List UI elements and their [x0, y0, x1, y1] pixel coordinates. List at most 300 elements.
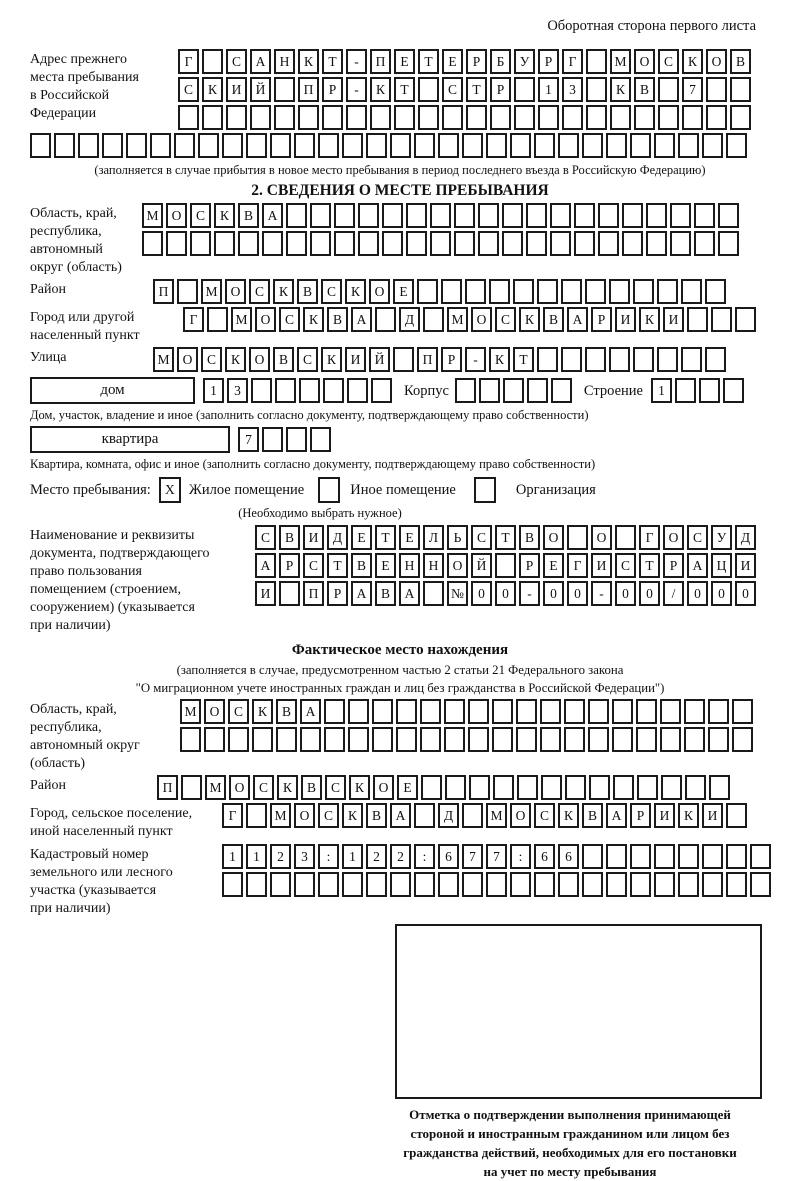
char-box: Г	[562, 49, 583, 74]
char-box	[657, 279, 678, 304]
char-box: В	[634, 77, 655, 102]
char-box	[318, 872, 339, 897]
char-box	[166, 231, 187, 256]
char-box	[180, 727, 201, 752]
char-box	[420, 699, 441, 724]
checkbox-zhiloe: X	[159, 477, 181, 503]
char-box	[567, 525, 588, 550]
fact-oblast-grid	[180, 699, 753, 752]
char-box: К	[345, 279, 366, 304]
char-box	[598, 203, 619, 228]
char-box	[342, 133, 363, 158]
char-box	[630, 844, 651, 869]
char-box	[214, 231, 235, 256]
label-line: Область, край,	[30, 206, 117, 221]
char-box: У	[514, 49, 535, 74]
checkbox-organizatsiya	[474, 477, 496, 503]
char-box: В	[327, 307, 348, 332]
char-box	[565, 775, 586, 800]
char-grid-row	[157, 775, 730, 800]
char-box: Г	[222, 803, 243, 828]
char-box	[430, 203, 451, 228]
char-box	[348, 699, 369, 724]
char-box: К	[370, 77, 391, 102]
char-box	[670, 203, 691, 228]
label-line: иной населенный пункт	[30, 824, 173, 839]
char-box	[466, 105, 487, 130]
char-box: Р	[663, 553, 684, 578]
char-box: -	[519, 581, 540, 606]
label-line: автономный округ	[30, 738, 140, 753]
char-box	[718, 203, 739, 228]
char-box: К	[558, 803, 579, 828]
char-box: :	[510, 844, 531, 869]
kadastr-block	[30, 844, 800, 918]
char-box	[406, 231, 427, 256]
char-box	[658, 77, 679, 102]
char-box	[479, 378, 500, 403]
char-grid-row	[255, 553, 756, 578]
fact-oblast-label	[30, 699, 180, 773]
char-box: У	[711, 525, 732, 550]
char-box: 2	[390, 844, 411, 869]
char-box: 0	[495, 581, 516, 606]
char-box	[423, 581, 444, 606]
label-line: при наличии)	[30, 901, 111, 916]
char-box: С	[253, 775, 274, 800]
char-box	[246, 872, 267, 897]
char-box	[588, 699, 609, 724]
char-box	[694, 231, 715, 256]
char-box	[622, 231, 643, 256]
char-box: 1	[538, 77, 559, 102]
char-box: 0	[735, 581, 756, 606]
char-grid-row	[180, 727, 753, 752]
char-box	[582, 844, 603, 869]
fact-gorod-label	[30, 803, 222, 841]
char-box: К	[519, 307, 540, 332]
char-box	[658, 105, 679, 130]
char-box: О	[255, 307, 276, 332]
char-box: О	[706, 49, 727, 74]
char-box	[636, 727, 657, 752]
char-box	[462, 872, 483, 897]
char-box	[708, 727, 729, 752]
char-box: Е	[399, 525, 420, 550]
char-box: Т	[639, 553, 660, 578]
char-box: К	[639, 307, 660, 332]
char-box: А	[390, 803, 411, 828]
char-box: С	[255, 525, 276, 550]
zhiloe-label: Жилое помещение	[188, 482, 305, 498]
char-box	[564, 727, 585, 752]
dom-widebox: дом	[30, 377, 195, 404]
char-box: К	[214, 203, 235, 228]
char-box: 0	[711, 581, 732, 606]
char-box: 7	[486, 844, 507, 869]
char-grid-row	[178, 77, 751, 102]
fact-subtitle-line: "О миграционном учете иностранных граждан и лиц без гражданства в Российской Федерации")	[135, 681, 665, 695]
char-box: -	[346, 49, 367, 74]
char-box: 1	[203, 378, 224, 403]
char-grid-row	[222, 844, 771, 869]
char-box: К	[610, 77, 631, 102]
checkbox-inoe	[318, 477, 340, 503]
char-box	[503, 378, 524, 403]
char-box	[442, 105, 463, 130]
char-box: А	[351, 581, 372, 606]
prev-address-block	[30, 49, 800, 130]
char-box	[636, 699, 657, 724]
korpus-label: Корпус	[404, 382, 449, 399]
char-box	[702, 872, 723, 897]
char-box: Н	[399, 553, 420, 578]
char-box: Й	[250, 77, 271, 102]
label-line: округ (область)	[30, 260, 122, 275]
char-box: К	[321, 347, 342, 372]
char-box	[564, 699, 585, 724]
char-box	[454, 231, 475, 256]
char-grid-row	[178, 49, 751, 74]
char-box	[589, 775, 610, 800]
char-box	[633, 279, 654, 304]
header-note: Оборотная сторона первого листа	[547, 18, 756, 34]
char-box: Р	[490, 77, 511, 102]
char-grid-row	[30, 133, 800, 158]
char-box: О	[591, 525, 612, 550]
label-line: помещением (строением,	[30, 582, 181, 597]
char-box	[348, 727, 369, 752]
char-box: Е	[351, 525, 372, 550]
char-box: 1	[342, 844, 363, 869]
fact-rayon-block	[30, 775, 800, 800]
char-box: Д	[327, 525, 348, 550]
char-box	[661, 775, 682, 800]
char-box	[574, 203, 595, 228]
char-box: В	[366, 803, 387, 828]
char-box: Т	[375, 525, 396, 550]
char-box: Й	[471, 553, 492, 578]
char-box: П	[157, 775, 178, 800]
char-box: А	[399, 581, 420, 606]
char-box	[294, 133, 315, 158]
char-box	[606, 844, 627, 869]
char-box	[709, 775, 730, 800]
char-box	[586, 105, 607, 130]
char-box	[390, 133, 411, 158]
char-box	[687, 307, 708, 332]
char-box	[726, 803, 747, 828]
char-box: К	[489, 347, 510, 372]
char-box	[366, 872, 387, 897]
char-box: И	[226, 77, 247, 102]
char-box: 6	[438, 844, 459, 869]
char-grid-row	[255, 581, 756, 606]
char-box	[174, 133, 195, 158]
char-box	[682, 105, 703, 130]
char-box	[324, 699, 345, 724]
char-box: С	[303, 553, 324, 578]
char-box: С	[178, 77, 199, 102]
char-box: С	[534, 803, 555, 828]
document-label	[30, 525, 255, 635]
char-box: 6	[534, 844, 555, 869]
char-box: С	[321, 279, 342, 304]
char-box	[421, 775, 442, 800]
char-box	[561, 347, 582, 372]
char-box: Р	[327, 581, 348, 606]
char-box	[323, 378, 344, 403]
stamp-caption-line: гражданства действий, необходимых для его постановки	[403, 1145, 737, 1160]
char-box: С	[687, 525, 708, 550]
char-box	[286, 203, 307, 228]
char-box: О	[447, 553, 468, 578]
char-grid-row	[178, 105, 751, 130]
char-box	[246, 133, 267, 158]
char-box: 0	[639, 581, 660, 606]
char-box	[438, 872, 459, 897]
kadastr-label	[30, 844, 222, 918]
char-box	[207, 307, 228, 332]
char-box	[681, 347, 702, 372]
char-box	[550, 203, 571, 228]
char-box: О	[634, 49, 655, 74]
char-box	[675, 378, 696, 403]
char-grid-row	[180, 699, 753, 724]
char-box: 7	[462, 844, 483, 869]
dom-caption: Дом, участок, владение и иное (заполнить согласно документу, подтверждающему право собственности)	[30, 408, 589, 422]
kvartira-caption: Квартира, комната, офис и иное (заполнить согласно документу, подтверждающему право собственности)	[30, 457, 596, 471]
char-box	[708, 699, 729, 724]
char-box: М	[486, 803, 507, 828]
char-box	[414, 133, 435, 158]
mesto-prebyvaniya-row	[30, 477, 800, 503]
char-box	[670, 231, 691, 256]
char-box	[270, 133, 291, 158]
char-box	[502, 231, 523, 256]
char-box	[699, 378, 720, 403]
char-box	[711, 307, 732, 332]
char-box: В	[582, 803, 603, 828]
char-box	[654, 872, 675, 897]
char-box	[286, 427, 307, 452]
kvartira-row	[30, 426, 800, 453]
char-box: Т	[466, 77, 487, 102]
char-box	[396, 699, 417, 724]
char-box: П	[417, 347, 438, 372]
char-box	[637, 775, 658, 800]
label-line: населенный пункт	[30, 328, 140, 343]
char-box: С	[279, 307, 300, 332]
char-box	[702, 844, 723, 869]
char-box: А	[567, 307, 588, 332]
char-box: В	[273, 347, 294, 372]
char-box: Р	[630, 803, 651, 828]
label-line: земельного или лесного	[30, 865, 173, 880]
prev-address-label	[30, 49, 178, 123]
char-box	[516, 727, 537, 752]
char-box	[514, 77, 535, 102]
char-box	[294, 872, 315, 897]
document-block	[30, 525, 800, 635]
ulitsa-label: Улица	[30, 350, 67, 365]
char-box	[420, 727, 441, 752]
char-box	[730, 105, 751, 130]
prev-address-grid	[178, 49, 751, 130]
char-box: И	[702, 803, 723, 828]
char-box	[310, 203, 331, 228]
char-box	[102, 133, 123, 158]
char-box	[372, 727, 393, 752]
char-box	[502, 203, 523, 228]
char-box: В	[351, 553, 372, 578]
char-box	[646, 231, 667, 256]
char-box	[678, 872, 699, 897]
label-line: Кадастровый номер	[30, 847, 149, 862]
char-box	[238, 231, 259, 256]
char-box: А	[262, 203, 283, 228]
char-box	[492, 727, 513, 752]
char-box	[390, 872, 411, 897]
char-box: И	[735, 553, 756, 578]
char-box: 0	[567, 581, 588, 606]
mesto-label: Место пребывания:	[30, 482, 151, 498]
char-box	[444, 727, 465, 752]
char-box	[198, 133, 219, 158]
char-box: 3	[294, 844, 315, 869]
char-box	[382, 231, 403, 256]
char-box: Н	[274, 49, 295, 74]
char-box	[178, 105, 199, 130]
char-box	[423, 307, 444, 332]
char-box: С	[249, 279, 270, 304]
char-box: И	[345, 347, 366, 372]
char-box	[465, 279, 486, 304]
label-line: республика,	[30, 720, 102, 735]
char-box: К	[252, 699, 273, 724]
char-box: С	[495, 307, 516, 332]
label-line: Адрес прежнего	[30, 52, 127, 67]
char-box	[394, 105, 415, 130]
char-box	[444, 699, 465, 724]
char-box: М	[201, 279, 222, 304]
label-line: Город или другой	[30, 310, 135, 325]
char-box	[526, 231, 547, 256]
char-box: В	[301, 775, 322, 800]
char-box: 0	[543, 581, 564, 606]
char-box	[150, 133, 171, 158]
char-box	[586, 77, 607, 102]
label-line: Федерации	[30, 106, 97, 121]
char-box: М	[180, 699, 201, 724]
char-box: М	[270, 803, 291, 828]
char-box	[462, 133, 483, 158]
oblast-block	[30, 203, 800, 277]
char-box	[262, 231, 283, 256]
char-box: О	[229, 775, 250, 800]
char-box: 2	[366, 844, 387, 869]
char-box	[612, 727, 633, 752]
char-box	[654, 133, 675, 158]
char-box	[660, 727, 681, 752]
char-box	[262, 427, 283, 452]
char-box	[478, 231, 499, 256]
char-grid-row	[153, 347, 726, 372]
char-box: О	[369, 279, 390, 304]
document-grid	[255, 525, 756, 606]
stamp-area	[0, 924, 800, 1181]
char-box	[634, 105, 655, 130]
char-box: В	[276, 699, 297, 724]
char-box	[612, 699, 633, 724]
char-box	[678, 133, 699, 158]
char-box: С	[615, 553, 636, 578]
char-box	[735, 307, 756, 332]
char-box	[486, 872, 507, 897]
char-box	[406, 203, 427, 228]
char-box: В	[543, 307, 564, 332]
char-box	[322, 105, 343, 130]
char-box: В	[238, 203, 259, 228]
inoe-label: Иное помещение	[350, 482, 456, 498]
char-box: Т	[394, 77, 415, 102]
char-box: А	[351, 307, 372, 332]
char-box: С	[228, 699, 249, 724]
char-box	[588, 727, 609, 752]
char-box: С	[297, 347, 318, 372]
char-box	[550, 231, 571, 256]
char-box: Д	[735, 525, 756, 550]
char-box: С	[226, 49, 247, 74]
char-box: К	[678, 803, 699, 828]
char-box	[622, 203, 643, 228]
char-box: П	[370, 49, 391, 74]
char-box: И	[303, 525, 324, 550]
label-line: в Российской	[30, 88, 110, 103]
char-box	[574, 231, 595, 256]
char-box: М	[205, 775, 226, 800]
char-box	[430, 231, 451, 256]
char-box	[615, 525, 636, 550]
char-box	[540, 699, 561, 724]
char-box	[705, 279, 726, 304]
char-box	[654, 844, 675, 869]
char-box	[558, 872, 579, 897]
char-box: М	[142, 203, 163, 228]
char-box: К	[349, 775, 370, 800]
char-box	[441, 279, 462, 304]
char-box: Г	[178, 49, 199, 74]
char-box: 3	[227, 378, 248, 403]
char-box	[417, 279, 438, 304]
char-box	[342, 872, 363, 897]
char-box	[310, 231, 331, 256]
char-grid-row	[222, 803, 747, 828]
char-box: О	[249, 347, 270, 372]
fact-title: Фактическое место нахождения	[291, 642, 509, 658]
char-box	[705, 347, 726, 372]
char-box	[585, 279, 606, 304]
char-box	[681, 279, 702, 304]
rayon-label: Район	[30, 282, 66, 297]
char-box: В	[375, 581, 396, 606]
char-box	[445, 775, 466, 800]
char-box: О	[510, 803, 531, 828]
char-box: С	[471, 525, 492, 550]
char-box	[222, 133, 243, 158]
char-box: О	[471, 307, 492, 332]
char-box: И	[591, 553, 612, 578]
